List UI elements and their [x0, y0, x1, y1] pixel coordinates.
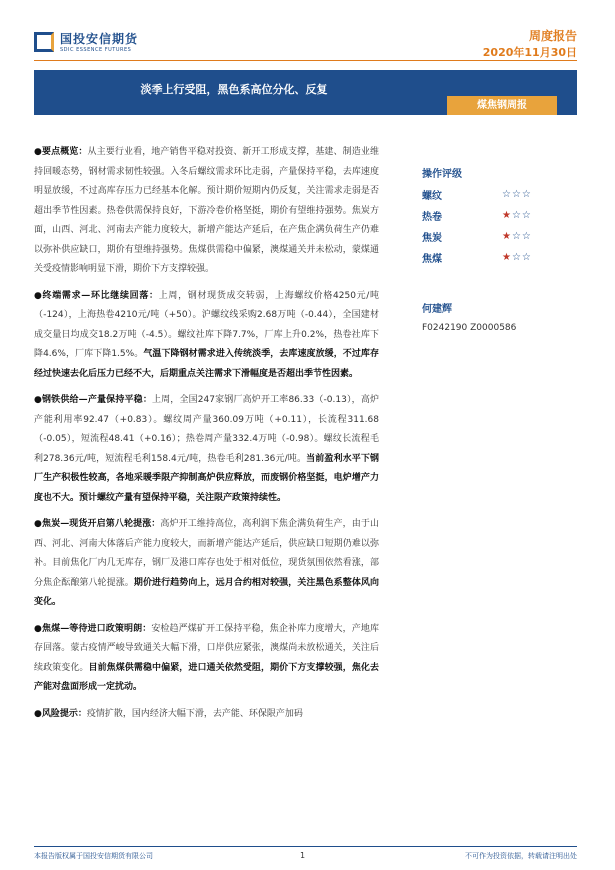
rating-row: [422, 226, 572, 247]
coking-coal-paragraph: ●焦煤—等待进口政策明朗：安检趋严煤矿开工保持平稳，焦企补库力度增大，产地库存回落。蒙古疫情严峻导致通关大幅下滑，口岸供应紧张，澳煤尚未放松通关，关注后续政策变化。目前焦煤供需稳中偏紧，进口通关依然受阻，期价下方支撑较强，焦化去产能对盘面形成一定扰动。: [34, 623, 379, 692]
report-type: 周度报告: [528, 29, 577, 43]
demand-paragraph: ●终端需求—环比继续回落：上周，钢材现货成交转弱，上海螺纹价格4250元/吨（-124），上海热卷4210元/吨（+50）。沪螺纹线采购2.68万吨（-0.44），全国建材成交量日均成交18.2万吨（-4.5）。螺纹社库下降7.7%，厂库上升0.2%，热卷社库下降4.6%，厂库下降1.5%。气温下降钢材需求进入传统淡季，去库速度放缓，不过库存经过快速去化后压力已经不大，后期重点关注需求下滑幅度是否超出季节性因素。: [34, 290, 379, 379]
star-rating-icon: ★☆☆: [502, 210, 532, 221]
page-number: 1: [300, 851, 306, 860]
report-category-tag: 煤焦钢周报: [447, 96, 557, 115]
logo-name-cn: 国投安信期货: [60, 32, 139, 46]
report-title: 淡季上行受阻，黑色系高位分化、反复: [140, 83, 328, 96]
rating-name: 螺纹: [422, 191, 442, 202]
logo-name-en: SDIC ESSENCE FUTURES: [60, 47, 132, 53]
report-date: 2020年11月30日: [482, 46, 577, 59]
supply-paragraph: ●钢铁供给—产量保持平稳：上周，全国247家钢厂高炉开工率86.33（-0.13），高炉产能利用率92.47（+0.83）。螺纹周产量360.09万吨（+0.11），长流程311.68（-0.05），短流程48.41（+0.16）；热卷周产量332.4万吨（-0.98）。螺纹长流程毛利278.36元/吨，短流程毛利158.4元/吨，热卷毛利281.36元/吨。当前盈利水平下钢厂生产积极性较高，各地采暖季限产抑制高炉供应释放，而废钢价格坚挺，电炉增产力度也不大。预计螺纹产量有望保持平稳，关注限产政策持续性。: [34, 395, 379, 503]
footer-divider: [34, 846, 577, 847]
rating-name: 热卷: [422, 212, 442, 223]
analyst-license: F0242190 Z0000586: [422, 323, 517, 333]
rating-title: 操作评级: [422, 169, 462, 180]
main-content: [34, 143, 379, 731]
sidebar: [422, 165, 572, 333]
rating-row: [422, 247, 572, 268]
title-banner: [34, 70, 577, 115]
company-logo: [34, 30, 138, 53]
star-rating-icon: ☆☆☆: [502, 189, 532, 200]
logo-icon: [34, 32, 54, 52]
header-divider: [34, 60, 577, 61]
star-rating-icon: ★☆☆: [502, 252, 532, 263]
star-rating-icon: ★☆☆: [502, 231, 532, 242]
coke-paragraph: ●焦炭—现货开启第八轮提涨：高炉开工维持高位，高利润下焦企满负荷生产，由于山西、河北、河南大体落后产能力度较大，而新增产能达产延后，供应缺口短期仍难以弥补。目前焦化厂内几无库存，钢厂及港口库存也处于相对低位，现货氛围依然看涨，部分焦企酝酿第八轮提涨。期价进行趋势向上，远月合约相对较强，关注黑色系整体风向变化。: [34, 519, 379, 607]
copyright-notice: 本报告版权属于国投安信期货有限公司: [34, 852, 153, 860]
rating-name: 焦炭: [422, 233, 442, 244]
rating-row: [422, 184, 572, 205]
rating-row: [422, 205, 572, 226]
rating-name: 焦煤: [422, 254, 442, 265]
summary-paragraph: ●要点概览：从主要行业看，地产销售平稳对投资、新开工形成支撑，基建、制造业维持回暖态势，钢材需求韧性较强。入冬后螺纹需求环比走弱，产量保持平稳，去库速度明显放缓，不过高库存压力已经基本化解。预计期价短期内仍反复，关注需求走弱是否超出季节性因素。热卷供需保持良好，下游冷卷价格坚挺，期价有望维持强势。焦炭方面，山西、河北、河南去产能力度较大，新增产能达产延后，在产焦企满负荷生产仍难以弥补供应缺口，期价有望维持强势。焦煤供需稳中偏紧，澳煤通关并未松动，蒙煤通关受疫情影响明显下滑，期价下方支撑较强。: [34, 147, 379, 274]
analyst-name: 何建辉: [422, 304, 452, 315]
disclaimer: 不可作为投资依据，转载请注明出处: [465, 852, 577, 860]
risk-paragraph: ●风险提示：疫情扩散，国内经济大幅下滑，去产能、环保限产加码: [34, 708, 303, 719]
